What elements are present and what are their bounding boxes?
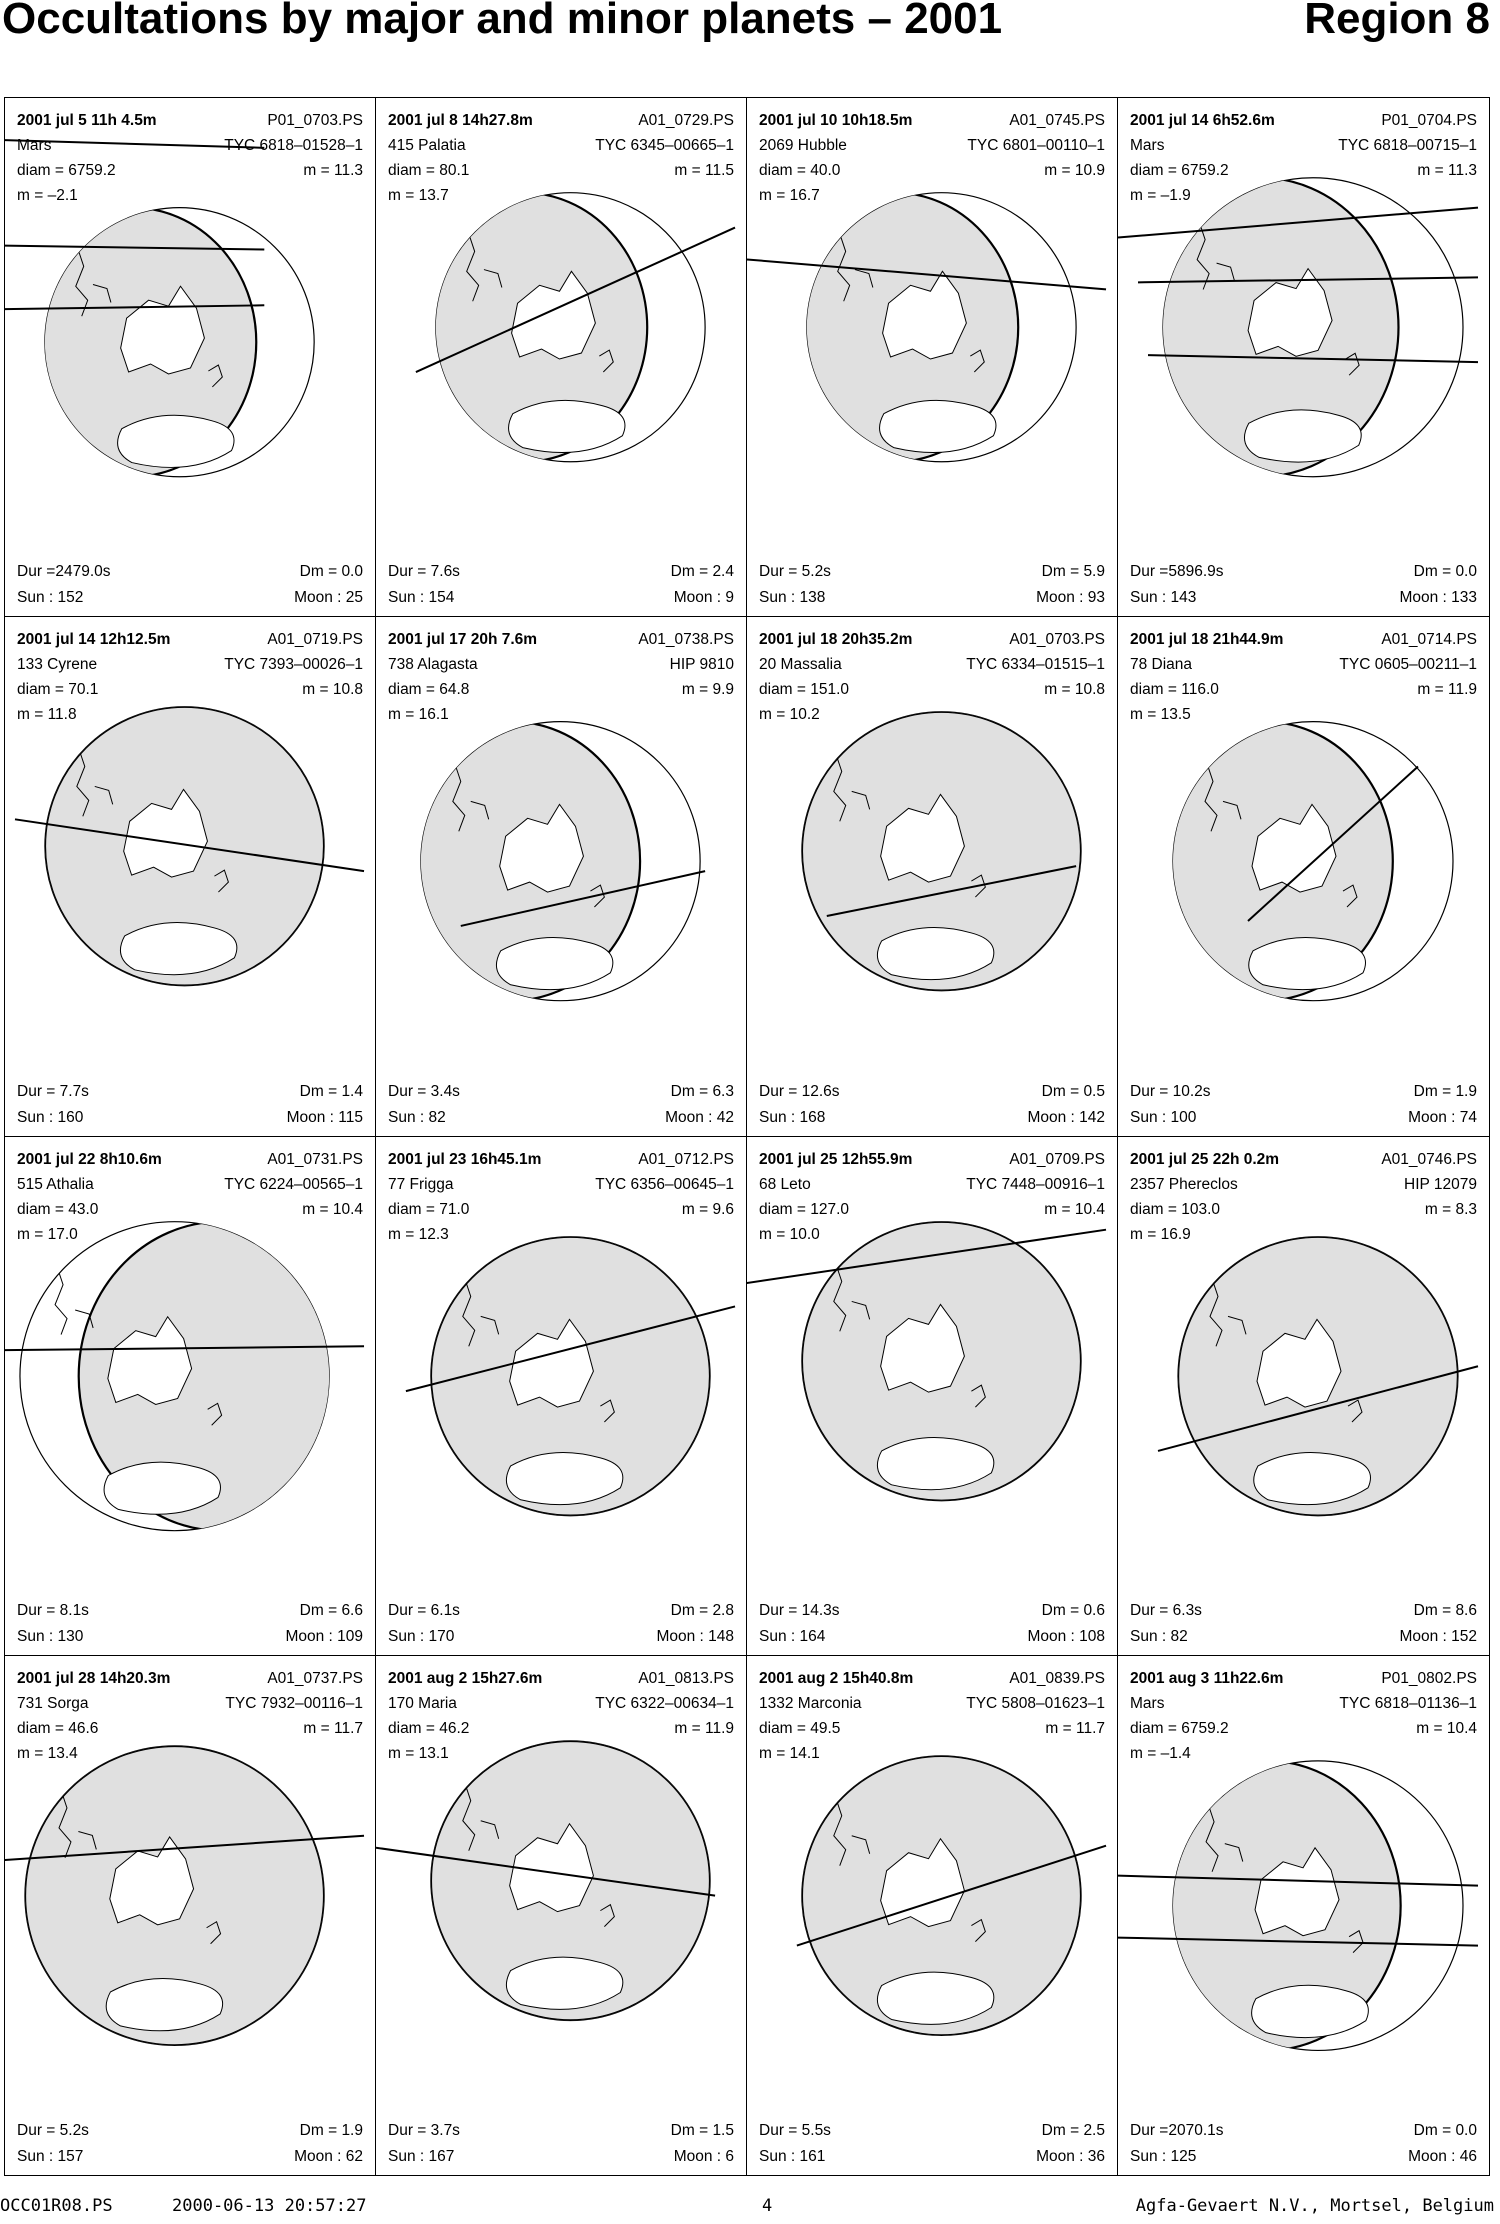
info-row — [1130, 1079, 1477, 1104]
event-diameter: diam = 64.8 — [388, 681, 470, 699]
event-sun-elongation: Sun : 82 — [388, 1108, 446, 1126]
info-row — [759, 1172, 1105, 1197]
event-diameter: diam = 6759.2 — [1130, 1719, 1229, 1737]
event-star: TYC 7393–00026–1 — [224, 656, 363, 674]
event-duration: Dur = 5.2s — [17, 2122, 89, 2139]
occultation-cell — [376, 1656, 747, 2175]
info-row — [388, 702, 734, 727]
event-file: P01_0802.PS — [1381, 1669, 1477, 1687]
event-datetime: 2001 jul 14 6h52.6m — [1130, 112, 1275, 129]
event-magnitude-drop: Dm = 0.6 — [1041, 1601, 1105, 1619]
event-object: 2069 Hubble — [759, 137, 847, 154]
event-datetime: 2001 jul 5 11h 4.5m — [17, 112, 157, 129]
event-moon-elongation: Moon : 46 — [1408, 2148, 1477, 2165]
event-star: TYC 7448–00916–1 — [966, 1175, 1105, 1193]
event-object: Mars — [17, 137, 52, 154]
info-row — [388, 1691, 734, 1716]
event-sun-elongation: Sun : 167 — [388, 2148, 455, 2165]
event-object: Mars — [1130, 1694, 1165, 1712]
event-moon-elongation: Moon : 36 — [1036, 2148, 1105, 2165]
info-row — [17, 1222, 363, 1247]
occultation-cell — [747, 1137, 1118, 1656]
event-sun-elongation: Sun : 160 — [17, 1108, 84, 1126]
event-magnitude-drop: Dm = 8.6 — [1413, 1601, 1477, 1619]
occultation-cell — [747, 617, 1118, 1136]
info-row — [1130, 108, 1477, 133]
occultation-cell — [747, 1656, 1118, 2175]
event-datetime: 2001 jul 18 20h35.2m — [759, 631, 913, 649]
footer-publisher: Agfa-Gevaert N.V., Mortsel, Belgium — [1135, 2196, 1494, 2216]
event-star-magnitude: m = 10.9 — [1044, 162, 1105, 179]
info-row — [759, 585, 1105, 610]
event-star-magnitude: m = 10.4 — [1416, 1719, 1477, 1737]
event-star-magnitude: m = 9.9 — [681, 681, 734, 699]
info-row — [759, 1624, 1105, 1649]
event-object: 738 Alagasta — [388, 656, 478, 674]
event-diameter: diam = 103.0 — [1130, 1200, 1221, 1218]
info-row — [388, 2144, 734, 2169]
event-object: 78 Diana — [1130, 656, 1193, 674]
event-magnitude-drop: Dm = 2.8 — [670, 1601, 734, 1619]
info-row — [17, 585, 363, 610]
footer-filename: OCC01R08.PS — [0, 2196, 113, 2216]
info-row — [759, 1666, 1105, 1691]
occultation-cell — [5, 1656, 376, 2175]
info-row — [759, 2118, 1105, 2143]
event-star: TYC 7932–00116–1 — [225, 1694, 363, 1712]
info-row — [759, 1197, 1105, 1222]
info-row — [1130, 2144, 1477, 2169]
event-datetime: 2001 aug 2 15h27.6m — [388, 1669, 543, 1687]
event-magnitude-drop: Dm = 6.3 — [670, 1082, 734, 1100]
event-object: 2357 Phereclos — [1130, 1175, 1238, 1193]
info-row — [1130, 627, 1477, 652]
event-object-magnitude: m = 16.1 — [388, 706, 449, 724]
event-magnitude-drop: Dm = 5.9 — [1041, 563, 1105, 581]
event-star: TYC 6345–00665–1 — [595, 137, 734, 154]
event-object-magnitude: m = –1.4 — [1130, 1744, 1191, 1762]
event-moon-elongation: Moon : 133 — [1399, 589, 1477, 607]
event-file: A01_0737.PS — [267, 1669, 363, 1687]
info-row — [1130, 585, 1477, 610]
event-sun-elongation: Sun : 161 — [759, 2148, 826, 2165]
event-moon-elongation: Moon : 62 — [294, 2148, 363, 2165]
occultation-grid — [4, 97, 1490, 2176]
event-star-magnitude: m = 11.9 — [674, 1719, 734, 1737]
event-object: 20 Massalia — [759, 656, 842, 674]
event-diameter: diam = 49.5 — [759, 1719, 841, 1737]
event-star: HIP 12079 — [1404, 1175, 1477, 1193]
info-row — [17, 2144, 363, 2169]
event-star-magnitude: m = 11.5 — [674, 162, 734, 179]
info-row — [17, 1716, 363, 1741]
event-moon-elongation: Moon : 109 — [285, 1627, 363, 1645]
info-row — [388, 108, 734, 133]
info-row — [17, 677, 363, 702]
event-object-magnitude: m = 16.9 — [1130, 1225, 1191, 1243]
info-row — [17, 1598, 363, 1623]
event-datetime: 2001 jul 14 12h12.5m — [17, 631, 171, 649]
event-magnitude-drop: Dm = 1.9 — [299, 2122, 363, 2139]
info-row — [17, 1079, 363, 1104]
event-sun-elongation: Sun : 125 — [1130, 2148, 1197, 2165]
info-row — [1130, 1598, 1477, 1623]
info-row — [388, 1172, 734, 1197]
event-duration: Dur = 6.3s — [1130, 1601, 1202, 1619]
event-magnitude-drop: Dm = 1.4 — [299, 1082, 363, 1100]
event-duration: Dur = 7.6s — [388, 563, 460, 581]
event-duration: Dur =2479.0s — [17, 563, 111, 581]
event-duration: Dur = 5.5s — [759, 2122, 831, 2139]
info-row — [17, 1741, 363, 1766]
occultation-cell — [5, 617, 376, 1136]
event-moon-elongation: Moon : 148 — [656, 1627, 734, 1645]
event-object-magnitude: m = 10.0 — [759, 1225, 820, 1243]
info-row — [1130, 1222, 1477, 1247]
info-row — [759, 559, 1105, 584]
info-row — [759, 1716, 1105, 1741]
event-magnitude-drop: Dm = 0.5 — [1041, 1082, 1105, 1100]
event-file: A01_0709.PS — [1009, 1150, 1105, 1168]
info-row — [17, 1147, 363, 1172]
event-file: A01_0712.PS — [638, 1150, 734, 1168]
event-diameter: diam = 6759.2 — [17, 162, 116, 179]
event-object-magnitude: m = 13.7 — [388, 187, 449, 204]
info-row — [388, 1666, 734, 1691]
event-diameter: diam = 6759.2 — [1130, 162, 1229, 179]
event-object: 731 Sorga — [17, 1694, 89, 1712]
info-row — [17, 559, 363, 584]
occultation-cell — [376, 98, 747, 617]
info-row — [17, 1197, 363, 1222]
info-row — [1130, 559, 1477, 584]
event-magnitude-drop: Dm = 0.0 — [299, 563, 363, 581]
event-datetime: 2001 jul 28 14h20.3m — [17, 1669, 171, 1687]
info-row — [388, 1147, 734, 1172]
event-sun-elongation: Sun : 170 — [388, 1627, 455, 1645]
event-star-magnitude: m = 11.9 — [1417, 681, 1477, 699]
event-file: A01_0813.PS — [638, 1669, 734, 1687]
event-object: 77 Frigga — [388, 1175, 454, 1193]
event-magnitude-drop: Dm = 2.4 — [670, 563, 734, 581]
event-object-magnitude: m = 12.3 — [388, 1225, 449, 1243]
info-row — [1130, 158, 1477, 183]
footer-timestamp: 2000-06-13 20:57:27 — [172, 2196, 367, 2216]
event-object-magnitude: m = 11.8 — [17, 706, 77, 724]
event-object: 68 Leto — [759, 1175, 811, 1193]
info-row — [759, 2144, 1105, 2169]
event-star: TYC 6818–01528–1 — [224, 137, 363, 154]
info-row — [1130, 677, 1477, 702]
info-row — [759, 1691, 1105, 1716]
info-row — [17, 108, 363, 133]
info-row — [1130, 1197, 1477, 1222]
event-star-magnitude: m = 10.8 — [302, 681, 363, 699]
info-row — [759, 108, 1105, 133]
info-row — [759, 1079, 1105, 1104]
info-row — [17, 2118, 363, 2143]
event-sun-elongation: Sun : 130 — [17, 1627, 84, 1645]
info-row — [759, 133, 1105, 158]
event-diameter: diam = 151.0 — [759, 681, 850, 699]
event-star: TYC 6356–00645–1 — [595, 1175, 734, 1193]
event-file: A01_0719.PS — [267, 631, 363, 649]
occultation-cell — [747, 98, 1118, 617]
event-moon-elongation: Moon : 6 — [673, 2148, 734, 2165]
event-object: 515 Athalia — [17, 1175, 94, 1193]
page-title: Occultations by major and minor planets – 2001 — [2, 0, 1003, 43]
event-datetime: 2001 jul 17 20h 7.6m — [388, 631, 538, 649]
event-star: TYC 6224–00565–1 — [224, 1175, 363, 1193]
event-star-magnitude: m = 8.3 — [1424, 1200, 1477, 1218]
info-row — [388, 1598, 734, 1623]
info-row — [759, 1147, 1105, 1172]
event-star: TYC 6334–01515–1 — [966, 656, 1105, 674]
info-row — [759, 627, 1105, 652]
event-star-magnitude: m = 11.3 — [303, 162, 363, 179]
event-object: 1332 Marconia — [759, 1694, 862, 1712]
info-row — [388, 2118, 734, 2143]
info-row — [17, 652, 363, 677]
event-object: 170 Maria — [388, 1694, 457, 1712]
event-file: A01_0839.PS — [1009, 1669, 1105, 1687]
event-duration: Dur = 10.2s — [1130, 1082, 1211, 1100]
event-datetime: 2001 jul 22 8h10.6m — [17, 1150, 162, 1168]
occultation-cell — [5, 98, 376, 617]
info-row — [1130, 1716, 1477, 1741]
event-star: TYC 5808–01623–1 — [966, 1694, 1105, 1712]
event-diameter: diam = 127.0 — [759, 1200, 850, 1218]
event-star: TYC 0605–00211–1 — [1339, 656, 1477, 674]
event-datetime: 2001 jul 25 22h 0.2m — [1130, 1150, 1280, 1168]
info-row — [388, 1079, 734, 1104]
event-star-magnitude: m = 9.6 — [681, 1200, 734, 1218]
info-row — [1130, 1172, 1477, 1197]
event-duration: Dur = 14.3s — [759, 1601, 840, 1619]
occultation-cell — [1118, 98, 1489, 617]
event-duration: Dur = 6.1s — [388, 1601, 460, 1619]
event-duration: Dur = 3.7s — [388, 2122, 460, 2139]
event-file: A01_0738.PS — [638, 631, 734, 649]
event-diameter: diam = 43.0 — [17, 1200, 99, 1218]
event-file: P01_0704.PS — [1381, 112, 1477, 129]
event-diameter: diam = 40.0 — [759, 162, 841, 179]
event-magnitude-drop: Dm = 2.5 — [1041, 2122, 1105, 2139]
event-star-magnitude: m = 10.4 — [302, 1200, 363, 1218]
info-row — [388, 1741, 734, 1766]
event-moon-elongation: Moon : 42 — [665, 1108, 734, 1126]
event-star: HIP 9810 — [669, 656, 734, 674]
info-row — [759, 158, 1105, 183]
event-sun-elongation: Sun : 143 — [1130, 589, 1197, 607]
event-moon-elongation: Moon : 115 — [286, 1108, 363, 1126]
region-label: Region 8 — [1304, 0, 1490, 43]
event-magnitude-drop: Dm = 1.5 — [670, 2122, 734, 2139]
event-star-magnitude: m = 10.4 — [1044, 1200, 1105, 1218]
event-duration: Dur = 8.1s — [17, 1601, 89, 1619]
event-moon-elongation: Moon : 9 — [673, 589, 734, 607]
event-object-magnitude: m = –1.9 — [1130, 187, 1191, 204]
event-file: A01_0729.PS — [638, 112, 734, 129]
info-row — [17, 183, 363, 208]
event-star: TYC 6801–00110–1 — [967, 137, 1105, 154]
event-object: 415 Palatia — [388, 137, 466, 154]
event-diameter: diam = 71.0 — [388, 1200, 470, 1218]
event-datetime: 2001 jul 23 16h45.1m — [388, 1150, 542, 1168]
info-row — [1130, 1147, 1477, 1172]
event-duration: Dur =2070.1s — [1130, 2122, 1224, 2139]
info-row — [759, 702, 1105, 727]
event-diameter: diam = 70.1 — [17, 681, 99, 699]
info-row — [17, 1105, 363, 1130]
event-object-magnitude: m = –2.1 — [17, 187, 78, 204]
info-row — [17, 133, 363, 158]
event-magnitude-drop: Dm = 0.0 — [1413, 2122, 1477, 2139]
event-magnitude-drop: Dm = 1.9 — [1413, 1082, 1477, 1100]
info-row — [388, 1105, 734, 1130]
event-datetime: 2001 jul 8 14h27.8m — [388, 112, 533, 129]
occultation-cell — [1118, 1656, 1489, 2175]
event-datetime: 2001 jul 25 12h55.9m — [759, 1150, 913, 1168]
info-row — [17, 158, 363, 183]
info-row — [1130, 2118, 1477, 2143]
event-sun-elongation: Sun : 152 — [17, 589, 84, 607]
occultation-cell — [376, 1137, 747, 1656]
event-sun-elongation: Sun : 82 — [1130, 1627, 1188, 1645]
event-file: A01_0731.PS — [267, 1150, 363, 1168]
info-row — [1130, 1105, 1477, 1130]
info-row — [759, 652, 1105, 677]
event-object-magnitude: m = 13.4 — [17, 1744, 78, 1762]
event-diameter: diam = 46.2 — [388, 1719, 470, 1737]
info-row — [759, 1741, 1105, 1766]
event-datetime: 2001 jul 18 21h44.9m — [1130, 631, 1284, 649]
info-row — [759, 1222, 1105, 1247]
info-row — [388, 652, 734, 677]
event-file: A01_0703.PS — [1009, 631, 1105, 649]
info-row — [388, 1222, 734, 1247]
event-star: TYC 6322–00634–1 — [595, 1694, 734, 1712]
info-row — [388, 158, 734, 183]
info-row — [388, 627, 734, 652]
event-datetime: 2001 jul 10 10h18.5m — [759, 112, 913, 129]
event-file: A01_0714.PS — [1381, 631, 1477, 649]
event-duration: Dur =5896.9s — [1130, 563, 1224, 581]
info-row — [1130, 1691, 1477, 1716]
event-object-magnitude: m = 14.1 — [759, 1744, 820, 1762]
event-moon-elongation: Moon : 93 — [1036, 589, 1105, 607]
event-object-magnitude: m = 10.2 — [759, 706, 820, 724]
event-moon-elongation: Moon : 74 — [1408, 1108, 1477, 1126]
event-star-magnitude: m = 11.7 — [1045, 1719, 1105, 1737]
event-datetime: 2001 aug 3 11h22.6m — [1130, 1669, 1284, 1687]
event-moon-elongation: Moon : 142 — [1027, 1108, 1105, 1126]
event-star: TYC 6818–01136–1 — [1339, 1694, 1477, 1712]
event-star: TYC 6818–00715–1 — [1338, 137, 1477, 154]
event-duration: Dur = 3.4s — [388, 1082, 460, 1100]
event-diameter: diam = 116.0 — [1130, 681, 1219, 699]
info-row — [388, 1716, 734, 1741]
info-row — [388, 1197, 734, 1222]
info-row — [388, 133, 734, 158]
footer-page-number: 4 — [762, 2196, 773, 2216]
info-row — [17, 702, 363, 727]
info-row — [1130, 652, 1477, 677]
info-row — [759, 1105, 1105, 1130]
event-star-magnitude: m = 10.8 — [1044, 681, 1105, 699]
event-magnitude-drop: Dm = 0.0 — [1413, 563, 1477, 581]
info-row — [17, 1691, 363, 1716]
event-star-magnitude: m = 11.7 — [303, 1719, 363, 1737]
event-object-magnitude: m = 16.7 — [759, 187, 820, 204]
info-row — [759, 183, 1105, 208]
event-file: A01_0745.PS — [1009, 112, 1105, 129]
info-row — [388, 183, 734, 208]
event-sun-elongation: Sun : 100 — [1130, 1108, 1197, 1126]
info-row — [1130, 1624, 1477, 1649]
event-diameter: diam = 80.1 — [388, 162, 470, 179]
event-moon-elongation: Moon : 25 — [294, 589, 363, 607]
info-row — [1130, 1666, 1477, 1691]
info-row — [17, 627, 363, 652]
occultation-cell — [1118, 617, 1489, 1136]
event-sun-elongation: Sun : 154 — [388, 589, 455, 607]
occultation-cell — [5, 1137, 376, 1656]
event-file: P01_0703.PS — [267, 112, 363, 129]
event-datetime: 2001 aug 2 15h40.8m — [759, 1669, 914, 1687]
event-object-magnitude: m = 13.1 — [388, 1744, 449, 1762]
event-diameter: diam = 46.6 — [17, 1719, 99, 1737]
info-row — [1130, 133, 1477, 158]
info-row — [388, 559, 734, 584]
info-row — [388, 1624, 734, 1649]
info-row — [1130, 183, 1477, 208]
event-duration: Dur = 5.2s — [759, 563, 831, 581]
event-duration: Dur = 12.6s — [759, 1082, 840, 1100]
info-row — [388, 677, 734, 702]
info-row — [759, 677, 1105, 702]
event-magnitude-drop: Dm = 6.6 — [299, 1601, 363, 1619]
info-row — [388, 585, 734, 610]
event-object-magnitude: m = 17.0 — [17, 1225, 78, 1243]
event-moon-elongation: Moon : 108 — [1027, 1627, 1105, 1645]
occultation-cell — [376, 617, 747, 1136]
event-sun-elongation: Sun : 157 — [17, 2148, 84, 2165]
info-row — [17, 1172, 363, 1197]
event-object-magnitude: m = 13.5 — [1130, 706, 1191, 724]
event-sun-elongation: Sun : 164 — [759, 1627, 826, 1645]
info-row — [17, 1624, 363, 1649]
event-duration: Dur = 7.7s — [17, 1082, 89, 1100]
info-row — [1130, 1741, 1477, 1766]
info-row — [17, 1666, 363, 1691]
event-star-magnitude: m = 11.3 — [1417, 162, 1477, 179]
info-row — [1130, 702, 1477, 727]
event-sun-elongation: Sun : 168 — [759, 1108, 826, 1126]
event-object: 133 Cyrene — [17, 656, 98, 674]
event-object: Mars — [1130, 137, 1165, 154]
event-sun-elongation: Sun : 138 — [759, 589, 826, 607]
event-moon-elongation: Moon : 152 — [1399, 1627, 1477, 1645]
event-file: A01_0746.PS — [1381, 1150, 1477, 1168]
info-row — [759, 1598, 1105, 1623]
occultation-cell — [1118, 1137, 1489, 1656]
